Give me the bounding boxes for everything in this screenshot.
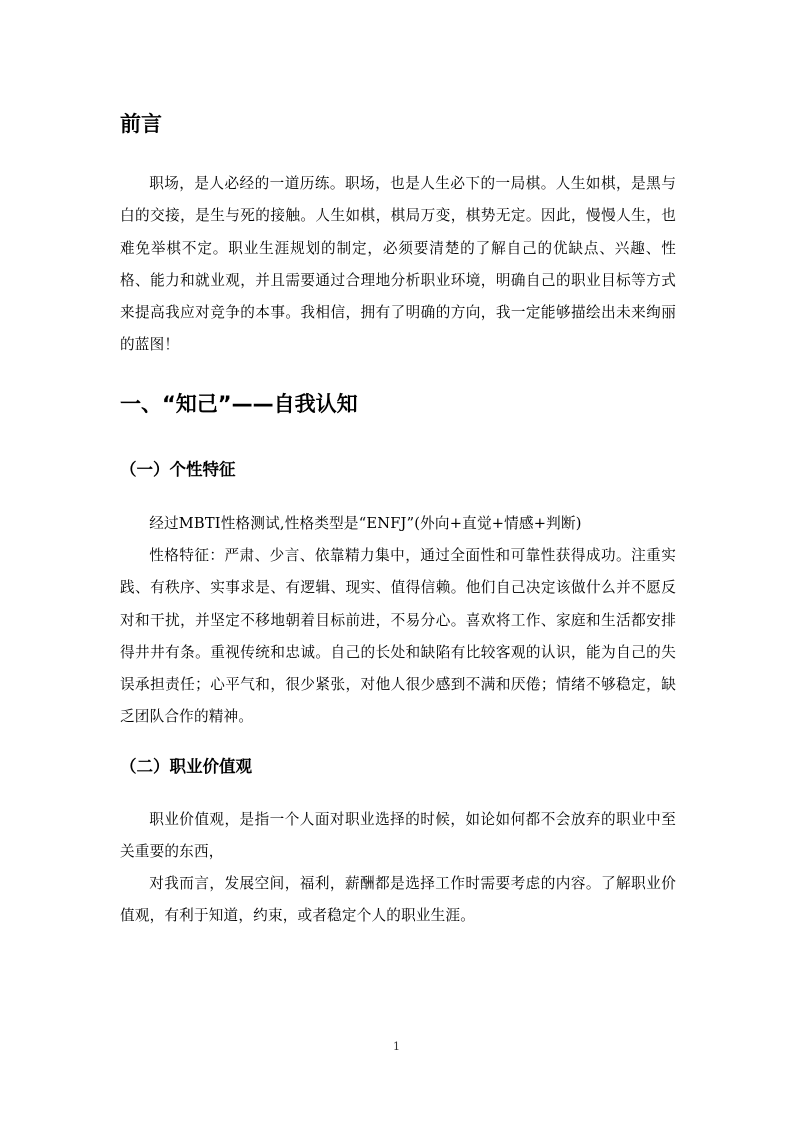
page-number: 1 bbox=[393, 1040, 400, 1053]
personality-traits-paragraph: 性格特征：严肃、少言、依靠精力集中，通过全面性和可靠性获得成功。注重实践、有秩序、实事求是、有逻辑、现实、值得信赖。他们自己决定该做什么并不愿反对和干扰，并坚定不移地朝着目标前进，不易分心。喜欢将工作、家庭和生活都安排得井井有条。重视传统和忠诚。自己的长处和缺陷有比较客观的认识，能为自己的失误承担责任；心平气和，很少紧张，对他人很少感到不满和厌倦；情绪不够稳定，缺乏团队合作的精神。 bbox=[120, 547, 676, 726]
section1-sub2-heading: （二）职业价值观 bbox=[120, 757, 252, 776]
career-values-personal-paragraph: 对我而言，发展空间，福利，薪酬都是选择工作时需要考虑的内容。了解职业价值观，有利于知道，约束，或者稳定个人的职业生涯。 bbox=[120, 875, 676, 925]
section1-heading: 一、“知己”——自我认知 bbox=[120, 392, 358, 416]
career-values-definition-paragraph: 职业价值观，是指一个人面对职业选择的时候，如论如何都不会放弃的职业中至关重要的东西， bbox=[120, 811, 676, 861]
section1-sub1-heading: （一）个性特征 bbox=[120, 460, 236, 479]
preface-heading: 前言 bbox=[120, 112, 162, 136]
personality-test-paragraph: 经过MBTI性格测试,性格类型是“ENFJ”(外向+直觉+情感+判断) bbox=[149, 515, 582, 532]
preface-paragraph: 职场，是人必经的一道历练。职场，也是人生必下的一局棋。人生如棋，是黑与白的交接，是生与死的接触。人生如棋，棋局万变，棋势无定。因此，慢慢人生，也难免举棋不定。职业生涯规划的制定，必须要清楚的了解自己的优缺点、兴趣、性格、能力和就业观，并且需要通过合理地分析职业环境，明确自己的职业目标等方式来提高我应对竞争的本事。我相信，拥有了明确的方向，我一定能够描绘出未来绚丽的蓝图！ bbox=[120, 175, 676, 354]
